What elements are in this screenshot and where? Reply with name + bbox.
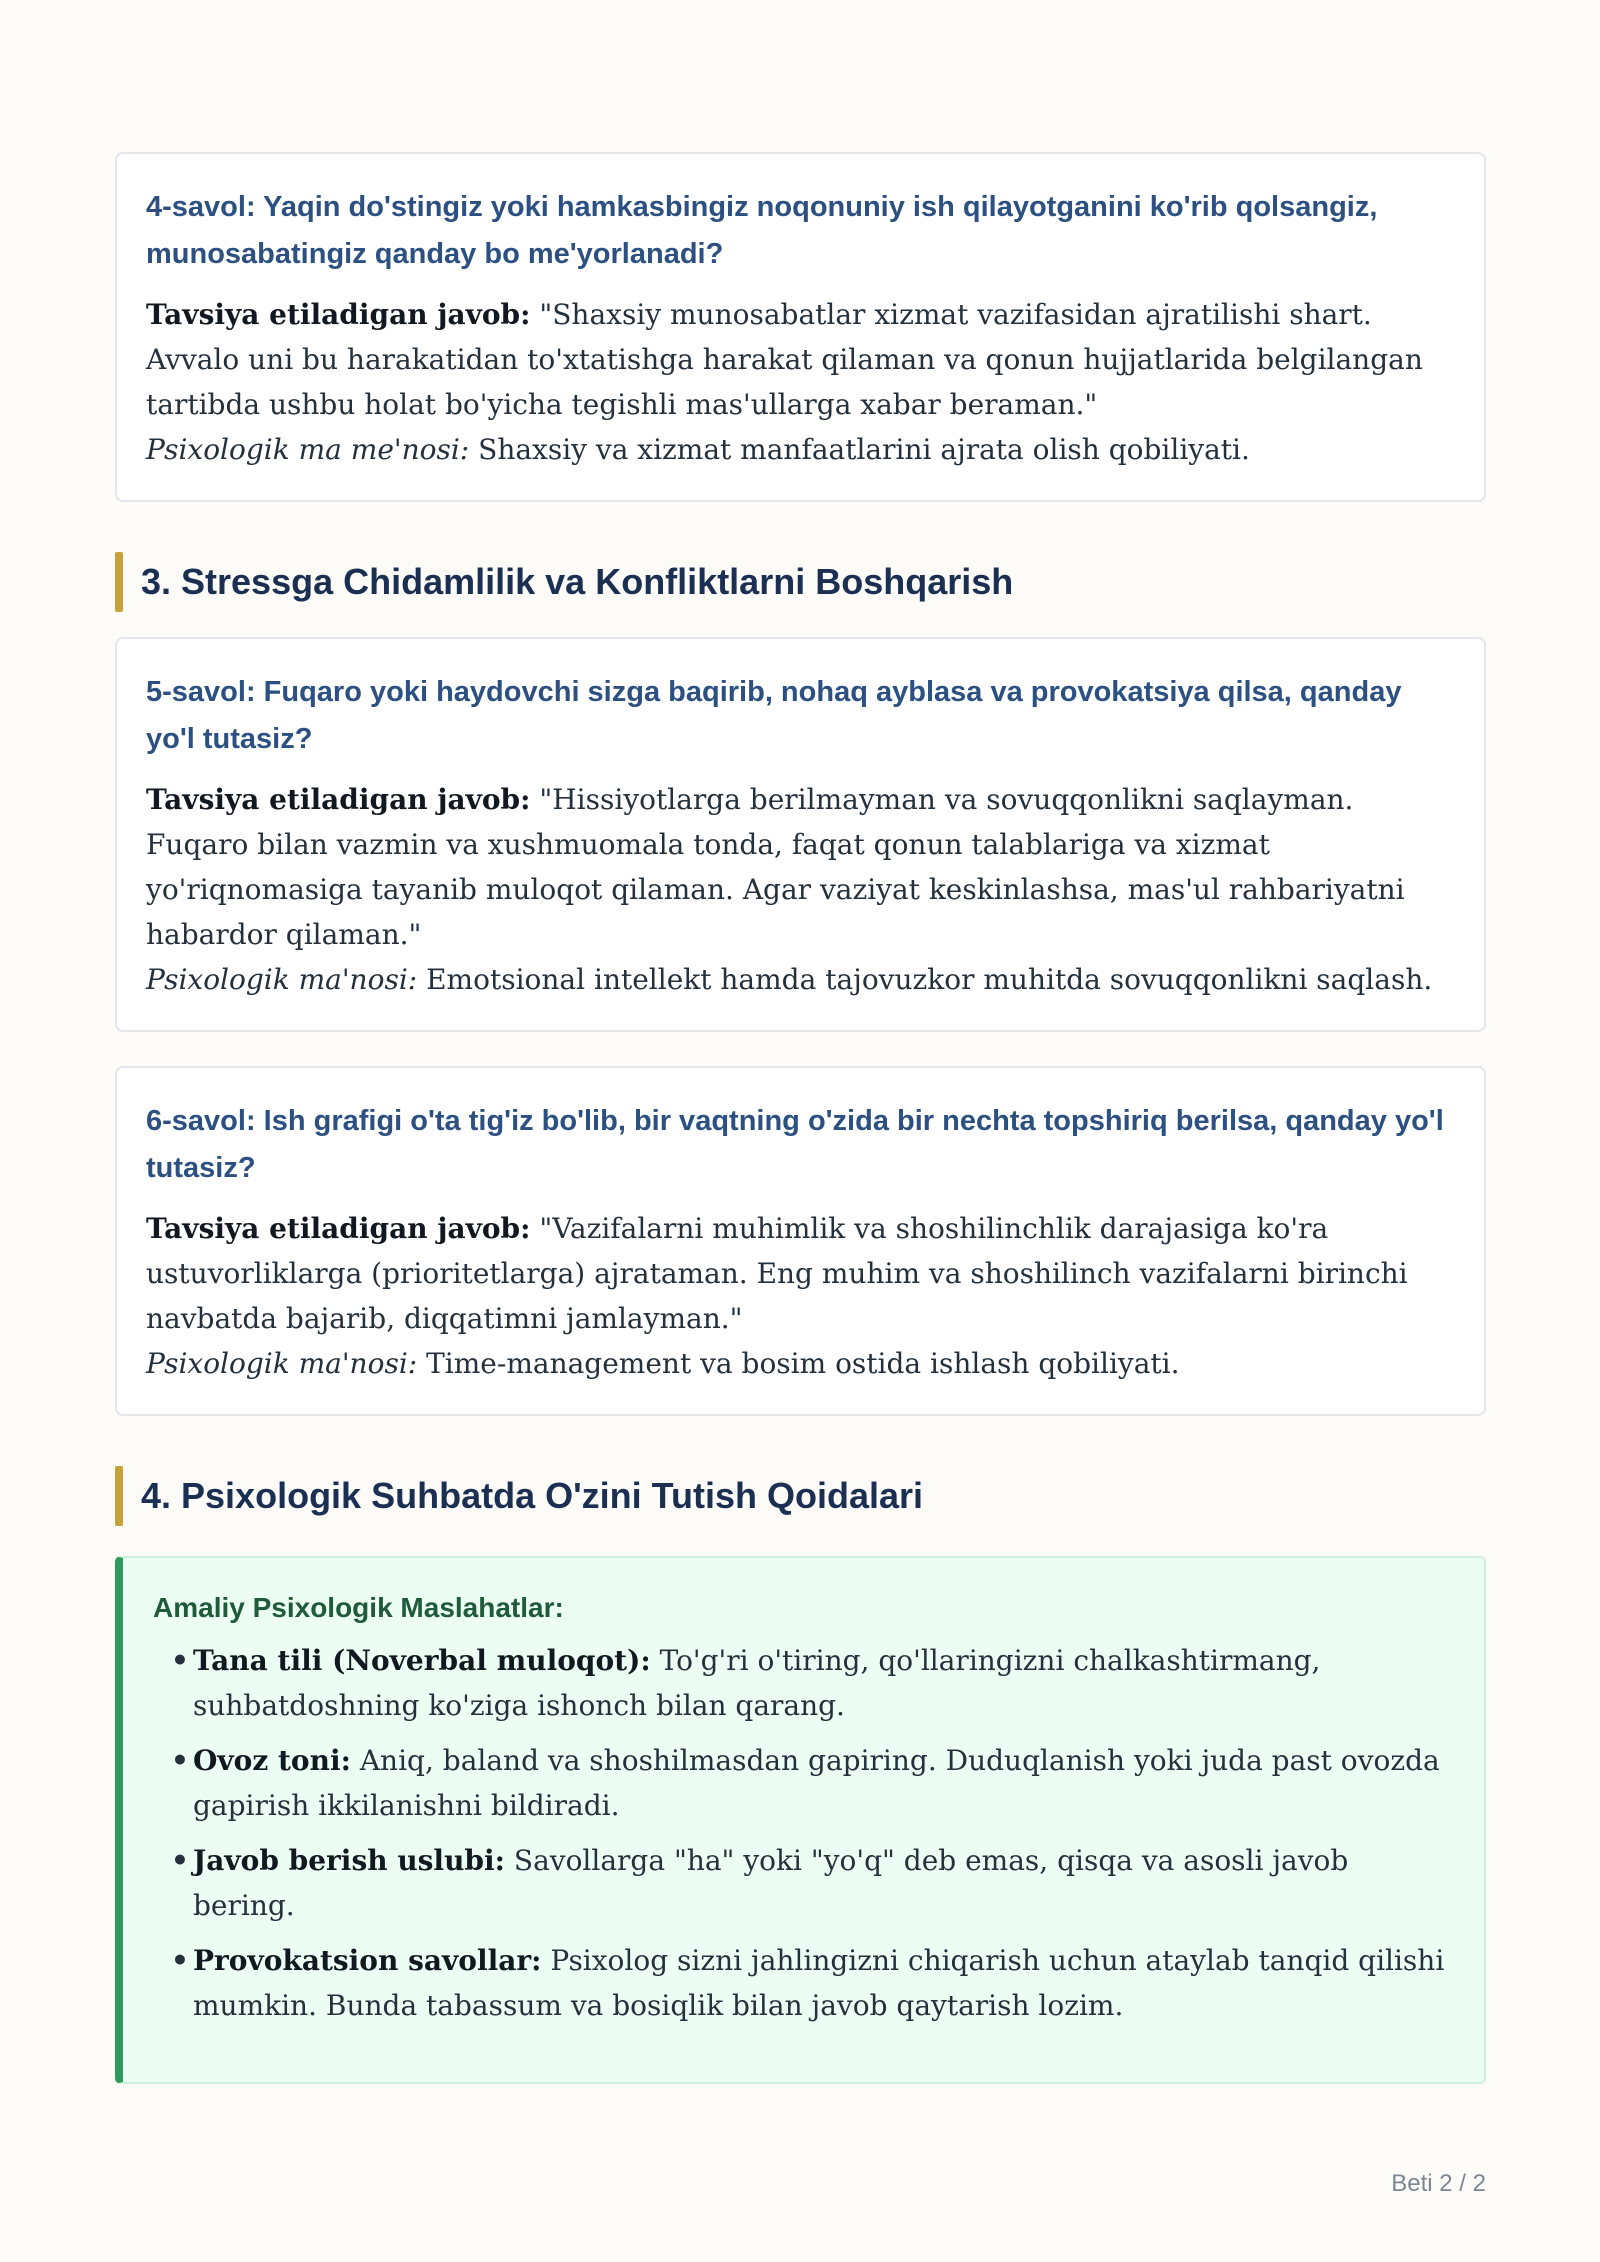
section-accent-bar	[115, 552, 123, 612]
answer-text	[146, 292, 1455, 472]
question-title: 4-savol: Yaqin do'stingiz yoki hamkasbingiz noqonuniy ish qilayotganini ko'rib qolsangiz, munosabatingiz qanday bo me'yorlanadi?	[146, 191, 1378, 270]
meaning-body: Shaxsiy va xizmat manfaatlarini ajrata olish qobiliyati.	[469, 433, 1250, 466]
answer-body: "Hissiyotlarga berilmayman va sovuqqonlikni saqlayman. Fuqaro bilan vazmin va xushmuomala tonda, faqat qonun talablariga va xizmat yo'riqnomasiga tayanib muloqot qilaman. Agar vaziyat keskinlashsa, mas'ul rahbariyatni habardor qilaman."	[146, 783, 1405, 951]
tip-text: To'g'ri o'tiring, qo'llaringizni chalkashtirmang, suhbatdoshning ko'ziga ishonch bilan qarang.	[193, 1644, 1321, 1722]
question-card-5	[115, 637, 1486, 1032]
page-number: Beti 2 / 2	[1391, 2170, 1486, 2197]
tips-list	[153, 1638, 1454, 2028]
meaning-label: Psixologik ma'nosi:	[146, 1347, 418, 1380]
section-title: 3. Stressga Chidamlilik va Konfliktlarni Boshqarish	[141, 561, 1014, 602]
answer-label: Tavsiya etiladigan javob:	[146, 298, 531, 331]
tip-text: Savollarga "ha" yoki "yo'q" deb emas, qisqa va asosli javob bering.	[193, 1844, 1349, 1922]
tip-text: Aniq, baland va shoshilmasdan gapiring. Duduqlanish yoki juda past ovozda gapirish ikkilanishni bildiradi.	[193, 1744, 1440, 1822]
section-heading-3	[115, 552, 1486, 612]
meaning-label: Psixologik ma'nosi:	[146, 963, 418, 996]
bullet-icon: •	[171, 1744, 189, 1777]
tip-label: Tana tili (Noverbal muloqot):	[193, 1644, 651, 1677]
question-card-6	[115, 1066, 1486, 1416]
question-title: 6-savol: Ish grafigi o'ta tig'iz bo'lib, bir vaqtning o'zida bir nechta topshiriq berilsa, qanday yo'l tutasiz?	[146, 1105, 1444, 1184]
bullet-icon: •	[171, 1644, 189, 1677]
tips-box	[115, 1556, 1486, 2084]
meaning-label: Psixologik ma me'nosi:	[146, 433, 470, 466]
answer-text	[146, 1206, 1455, 1386]
page-content	[115, 152, 1486, 2084]
tip-label: Ovoz toni:	[193, 1744, 351, 1777]
section-accent-bar	[115, 1466, 123, 1526]
list-item	[153, 1838, 1454, 1928]
meaning-body: Time-management va bosim ostida ishlash qobiliyati.	[417, 1347, 1180, 1380]
list-item	[153, 1938, 1454, 2028]
answer-text	[146, 777, 1455, 1002]
answer-body: "Vazifalarni muhimlik va shoshilinchlik darajasiga ko'ra ustuvorliklarga (prioritetlarga) ajrataman. Eng muhim va shoshilinch vazifalarni birinchi navbatda bajarib, diqqatimni jamlayman."	[146, 1212, 1408, 1335]
answer-label: Tavsiya etiladigan javob:	[146, 783, 531, 816]
section-title: 4. Psixologik Suhbatda O'zini Tutish Qoidalari	[141, 1475, 923, 1516]
bullet-icon: •	[171, 1844, 189, 1877]
list-item	[153, 1738, 1454, 1828]
meaning-body: Emotsional intellekt hamda tajovuzkor muhitda sovuqqonlikni saqlash.	[417, 963, 1433, 996]
tip-text: Psixolog sizni jahlingizni chiqarish uchun ataylab tanqid qilishi mumkin. Bunda tabassum va bosiqlik bilan javob qaytarish lozim.	[193, 1944, 1445, 2022]
tip-label: Provokatsion savollar:	[193, 1944, 542, 1977]
section-heading-4	[115, 1466, 1486, 1526]
question-card-4	[115, 152, 1486, 502]
tip-label: Javob berish uslubi:	[193, 1844, 505, 1877]
answer-label: Tavsiya etiladigan javob:	[146, 1212, 531, 1245]
list-item	[153, 1638, 1454, 1728]
tips-title: Amaliy Psixologik Maslahatlar:	[153, 1592, 564, 1623]
bullet-icon: •	[171, 1944, 189, 1977]
question-title: 5-savol: Fuqaro yoki haydovchi sizga baqirib, nohaq ayblasa va provokatsiya qilsa, qanday yo'l tutasiz?	[146, 676, 1402, 755]
answer-body: "Shaxsiy munosabatlar xizmat vazifasidan ajratilishi shart. Avvalo uni bu harakatidan to'xtatishga harakat qilaman va qonun hujjatlarida belgilangan tartibda ushbu holat bo'yicha tegishli mas'ullarga xabar beraman."	[146, 298, 1423, 421]
